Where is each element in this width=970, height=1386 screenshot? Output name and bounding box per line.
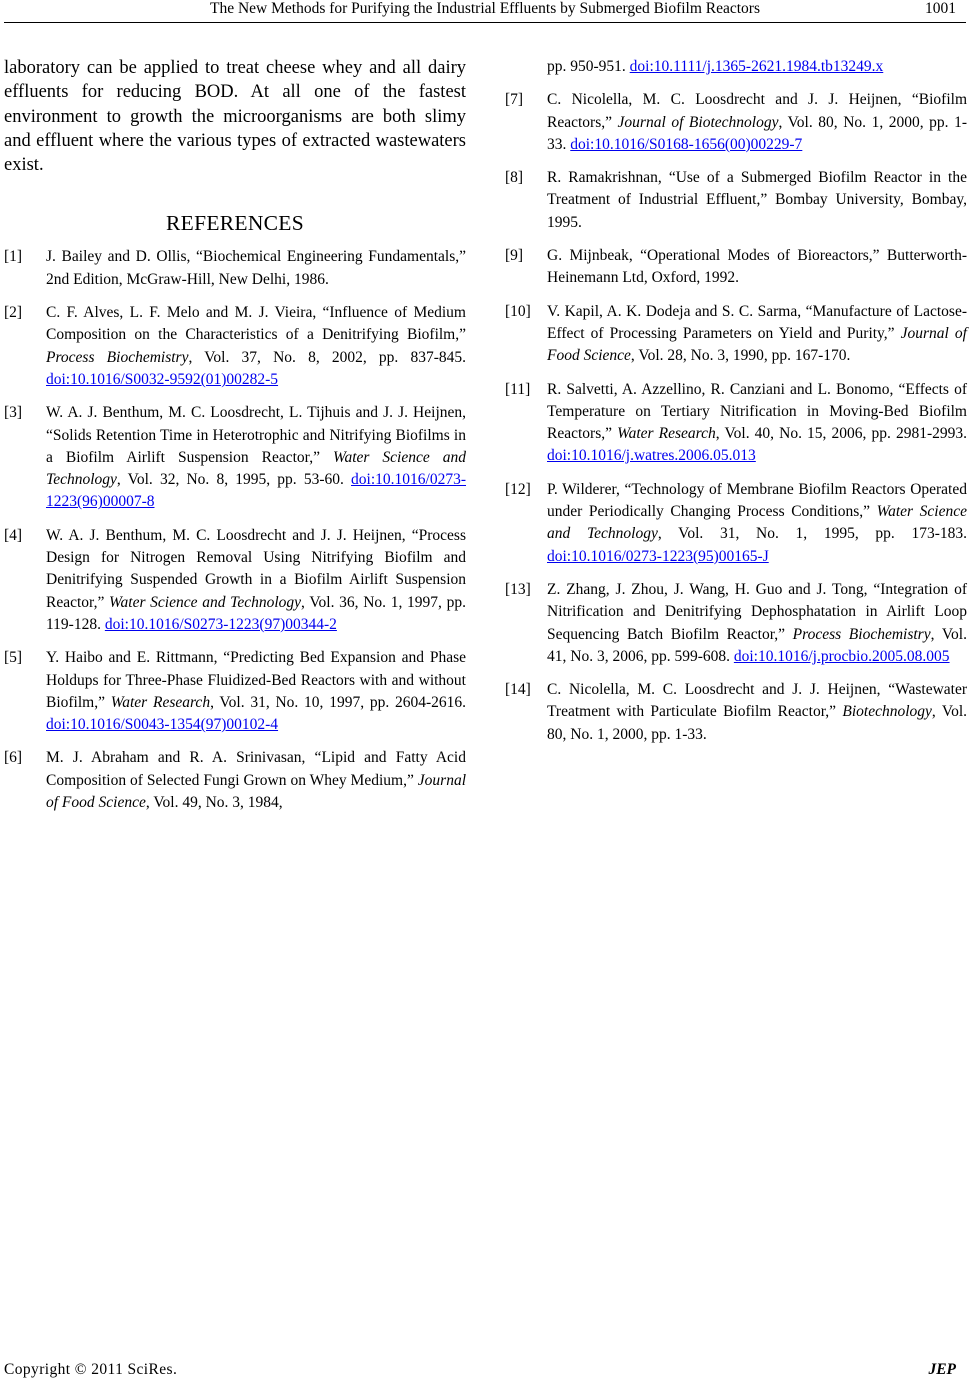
running-header bbox=[0, 0, 970, 24]
doi-link[interactable]: doi:10.1016/S0168-1656(00)00229-7 bbox=[570, 135, 803, 153]
reference-text: W. A. J. Benthum, M. C. Loosdrecht, L. Tijhuis and J. J. Heijnen, “Solids Retention Time in Heterotrophic and Nitrifying Biofilms in a Biofilm Airlift Suspension Reactor,” bbox=[46, 404, 466, 466]
reference-text: C. F. Alves, L. F. Melo and M. J. Vieira, “Influence of Medium Composition on the Characteristics of a Denitrifying Biofilm,” bbox=[46, 304, 466, 344]
reference-text: R. Salvetti, A. Azzellino, R. Canziani and L. Bonomo, “Effects of Temperature on Tertiary Nitrification in Moving-Bed Biofilm Reactors,” bbox=[547, 380, 967, 443]
reference-text: C. Nicolella, M. C. Loosdrecht and J. J. Heijnen, “Wastewater Treatment with Particulate Biofilm Reactor,” bbox=[547, 681, 967, 721]
reference-item bbox=[4, 246, 466, 291]
reference-journal: Water Research bbox=[617, 425, 716, 443]
reference-details: , Vol. 41, No. 3, 2006, pp. 599-608. bbox=[547, 625, 967, 665]
reference-details: , Vol. 80, No. 1, 2000, pp. 1-33. bbox=[547, 703, 967, 743]
reference-text: J. Bailey and D. Ollis, “Biochemical Engineering Fundamentals,” 2nd Edition, McGraw-Hill, New Delhi, 1986. bbox=[46, 248, 466, 288]
reference-details: , Vol. 40, No. 15, 2006, pp. 2981-2993. bbox=[715, 425, 968, 443]
reference-item bbox=[505, 579, 967, 668]
reference-item bbox=[505, 89, 967, 156]
reference-journal: Process Biochemistry bbox=[46, 348, 189, 366]
reference-journal: Process Biochemistry bbox=[792, 625, 931, 643]
reference-number: [8] bbox=[505, 169, 524, 187]
reference-item bbox=[505, 479, 967, 568]
body-paragraph: laboratory can be applied to treat cheese whey and all dairy effluents for reducing BOD. At all one of the fastest environment to growth the microorganisms are both slimy and effluent where the various types of extracted wastewaters exist. bbox=[4, 58, 466, 176]
reference-item bbox=[505, 679, 967, 746]
reference-details: , Vol. 32, No. 8, 1995, pp. 53-60. bbox=[116, 471, 352, 489]
copyright-notice: Copyright © 2011 SciRes. bbox=[4, 1361, 178, 1378]
reference-number: [12] bbox=[505, 480, 531, 498]
reference-number: [3] bbox=[4, 404, 23, 422]
reference-list-left bbox=[4, 246, 466, 814]
reference-number: [6] bbox=[4, 749, 23, 767]
reference-number: [10] bbox=[505, 302, 531, 320]
reference-number: [1] bbox=[4, 248, 23, 266]
reference-journal: Water Research bbox=[110, 693, 211, 711]
reference-journal: Water Science and Technology bbox=[547, 503, 967, 543]
reference-journal: Journal of Food Science bbox=[46, 771, 466, 812]
reference-item bbox=[505, 245, 967, 290]
reference-details: , Vol. 31, No. 10, 1997, pp. 2604-2616. bbox=[210, 693, 467, 711]
reference-journal: Biotechnology bbox=[842, 703, 932, 721]
reference-text: pp. 950-951. bbox=[547, 58, 630, 75]
doi-link[interactable]: doi:10.1016/S0043-1354(97)00102-4 bbox=[46, 716, 279, 734]
reference-item bbox=[4, 747, 466, 814]
reference-text: P. Wilderer, “Technology of Membrane Biofilm Reactors Operated under Periodically Changing Process Conditions,” bbox=[547, 480, 967, 521]
reference-item bbox=[505, 301, 967, 368]
reference-details: , Vol. 36, No. 1, 1997, pp. 119-128. bbox=[46, 593, 466, 633]
reference-item bbox=[4, 647, 466, 736]
left-column bbox=[4, 56, 466, 825]
doi-link[interactable]: doi:10.1016/0273-1223(96)00007-8 bbox=[46, 471, 466, 511]
doi-link[interactable]: doi:10.1016/j.watres.2006.05.013 bbox=[547, 447, 756, 465]
reference-number: [4] bbox=[4, 526, 23, 544]
reference-details: , Vol. 37, No. 8, 2002, pp. 837-845. bbox=[188, 348, 466, 366]
reference-journal: Journal of Food Science bbox=[547, 324, 967, 365]
reference-details: , Vol. 31, No. 1, 1995, pp. 173-183. bbox=[657, 525, 967, 543]
journal-abbrev: JEP bbox=[928, 1361, 956, 1378]
reference-number: [7] bbox=[505, 91, 524, 109]
right-column bbox=[505, 56, 967, 757]
reference-number: [13] bbox=[505, 580, 531, 598]
reference-text: R. Ramakrishnan, “Use of a Submerged Biofilm Reactor in the Treatment of Industrial Effluent,” Bombay University, Bombay, 1995. bbox=[547, 169, 967, 231]
reference-details: , Vol. 28, No. 3, 1990, pp. 167-170. bbox=[630, 347, 851, 365]
reference-details: , Vol. 49, No. 3, 1984, bbox=[145, 794, 283, 812]
running-title: The New Methods for Purifying the Industrial Effluents by Submerged Biofilm Reactors bbox=[209, 0, 760, 17]
reference-number: [11] bbox=[505, 380, 531, 398]
doi-link[interactable]: doi:10.1111/j.1365-2621.1984.tb13249.x bbox=[629, 58, 884, 75]
reference-journal: Water Science and Technology bbox=[109, 593, 302, 611]
reference-item bbox=[4, 302, 466, 391]
reference-text: Z. Zhang, J. Zhou, J. Wang, H. Guo and J. Tong, “Integration of Nitrification and Denitrifying Dephosphatation in Airlift Loop Sequencing Batch Biofilm Reactor,” bbox=[547, 580, 967, 643]
header-rule bbox=[4, 22, 966, 23]
reference-item bbox=[505, 167, 967, 234]
reference-list-right bbox=[505, 56, 967, 746]
doi-link[interactable]: doi:10.1016/0273-1223(95)00165-J bbox=[547, 547, 769, 565]
doi-link[interactable]: doi:10.1016/j.procbio.2005.08.005 bbox=[733, 647, 950, 665]
reference-item bbox=[4, 525, 466, 636]
doi-link[interactable]: doi:10.1016/S0273-1223(97)00344-2 bbox=[104, 615, 337, 633]
reference-number: [5] bbox=[4, 649, 23, 667]
reference-journal: Water Science and Technology bbox=[46, 448, 466, 489]
reference-journal: Journal of Biotechnology bbox=[617, 113, 779, 131]
reference-number: [9] bbox=[505, 247, 524, 265]
references-heading: REFERENCES bbox=[166, 211, 304, 236]
reference-item bbox=[4, 402, 466, 513]
reference-text: M. J. Abraham and R. A. Srinivasan, “Lipid and Fatty Acid Composition of Selected Fungi Grown on Whey Medium,” bbox=[46, 749, 466, 789]
reference-text: Y. Haibo and E. Rittmann, “Predicting Bed Expansion and Phase Holdups for Three-Phase Fluidized-Bed Reactors with and without Biofilm,” bbox=[46, 649, 466, 711]
reference-details: , Vol. 80, No. 1, 2000, pp. 1-33. bbox=[547, 113, 968, 153]
reference-item bbox=[505, 379, 967, 468]
reference-text: V. Kapil, A. K. Dodeja and S. C. Sarma, “Manufacture of Lactose-Effect of Processing Parameters on Yield and Purity,” bbox=[547, 302, 967, 342]
reference-number: [14] bbox=[505, 681, 531, 699]
reference-text: W. A. J. Benthum, M. C. Loosdrecht and J. J. Heijnen, “Process Design for Nitrogen Removal Using Nitrifying Biofilm and Denitrifying Suspended Growth in a Biofilm Airlift Suspension Reactor,” bbox=[46, 526, 466, 611]
reference-item bbox=[505, 56, 967, 78]
reference-text: C. Nicolella, M. C. Loosdrecht and J. J. Heijnen, “Biofilm Reactors,” bbox=[547, 91, 967, 131]
reference-number: [2] bbox=[4, 304, 23, 322]
page-number: 1001 bbox=[925, 0, 956, 17]
reference-text: G. Mijnbeak, “Operational Modes of Bioreactors,” Butterworth-Heinemann Ltd, Oxford, 1992. bbox=[547, 247, 967, 287]
doi-link[interactable]: doi:10.1016/S0032-9592(01)00282-5 bbox=[46, 370, 279, 388]
